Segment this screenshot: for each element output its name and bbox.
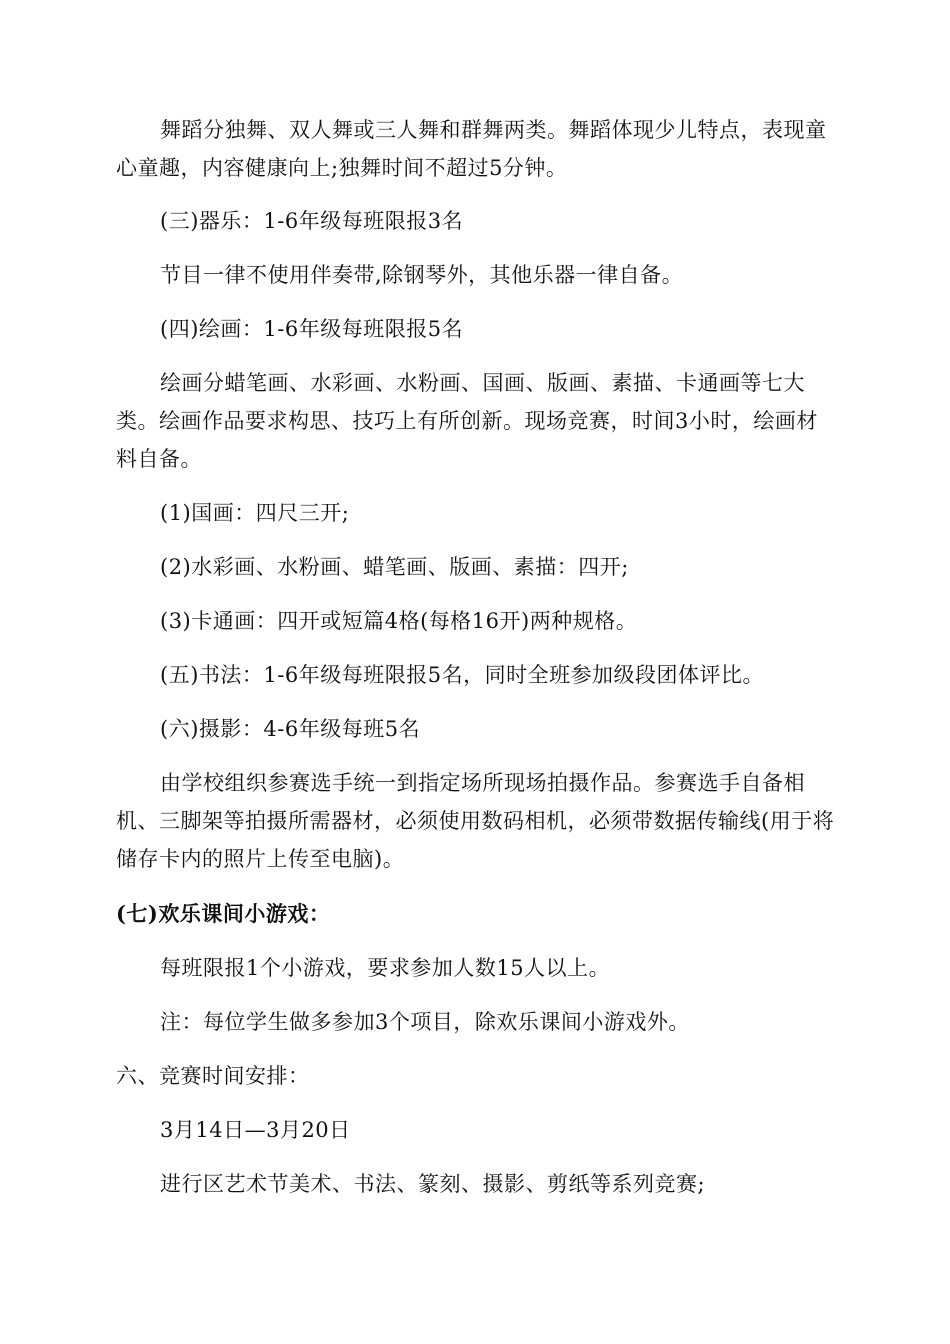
heading-instrumental: (三)器乐：1-6年级每班限报3名 (160, 209, 464, 233)
heading-painting: (四)绘画：1-6年级每班限报5名 (160, 317, 464, 341)
schedule-date-range: 3月14日—3月20日 (160, 1118, 351, 1142)
paragraph-note: 注：每位学生做多参加3个项目，除欢乐课间小游戏外。 (160, 1010, 690, 1034)
heading-schedule: 六、竞赛时间安排： (116, 1064, 310, 1088)
heading-photography: (六)摄影：4-6年级每班5名 (160, 717, 421, 741)
paragraph-games-rules: 每班限报1个小游戏，要求参加人数15人以上。 (160, 956, 611, 980)
list-item-cartoon: (3)卡通画：四开或短篇4格(每格16开)两种规格。 (160, 609, 638, 633)
paragraph-painting-rules: 绘画分蜡笔画、水彩画、水粉画、国画、版画、素描、卡通画等七大类。绘画作品要求构思、技巧上有所创新。现场竞赛，时间3小时，绘画材料自备。 (116, 371, 818, 471)
paragraph-instrumental-rules: 节目一律不使用伴奏带,除钢琴外，其他乐器一律自备。 (160, 263, 684, 287)
paragraph-photography-rules: 由学校组织参赛选手统一到指定场所现场拍摄作品。参赛选手自备相机、三脚架等拍摄所需器材，必须使用数码相机，必须带数据传输线(用于将储存卡内的照片上传至电脑)。 (116, 771, 835, 871)
list-item-chinese-painting: (1)国画：四尺三开; (160, 501, 350, 525)
schedule-description: 进行区艺术节美术、书法、篆刻、摄影、剪纸等系列竞赛; (160, 1172, 706, 1196)
paragraph-dance-rules: 舞蹈分独舞、双人舞或三人舞和群舞两类。舞蹈体现少儿特点，表现童心童趣，内容健康向上;独舞时间不超过5分钟。 (116, 118, 827, 180)
heading-calligraphy: (五)书法：1-6年级每班限报5名，同时全班参加级段团体评比。 (160, 663, 765, 687)
heading-games: (七)欢乐课间小游戏： (116, 901, 331, 926)
list-item-watercolor: (2)水彩画、水粉画、蜡笔画、版画、素描：四开; (160, 555, 629, 579)
